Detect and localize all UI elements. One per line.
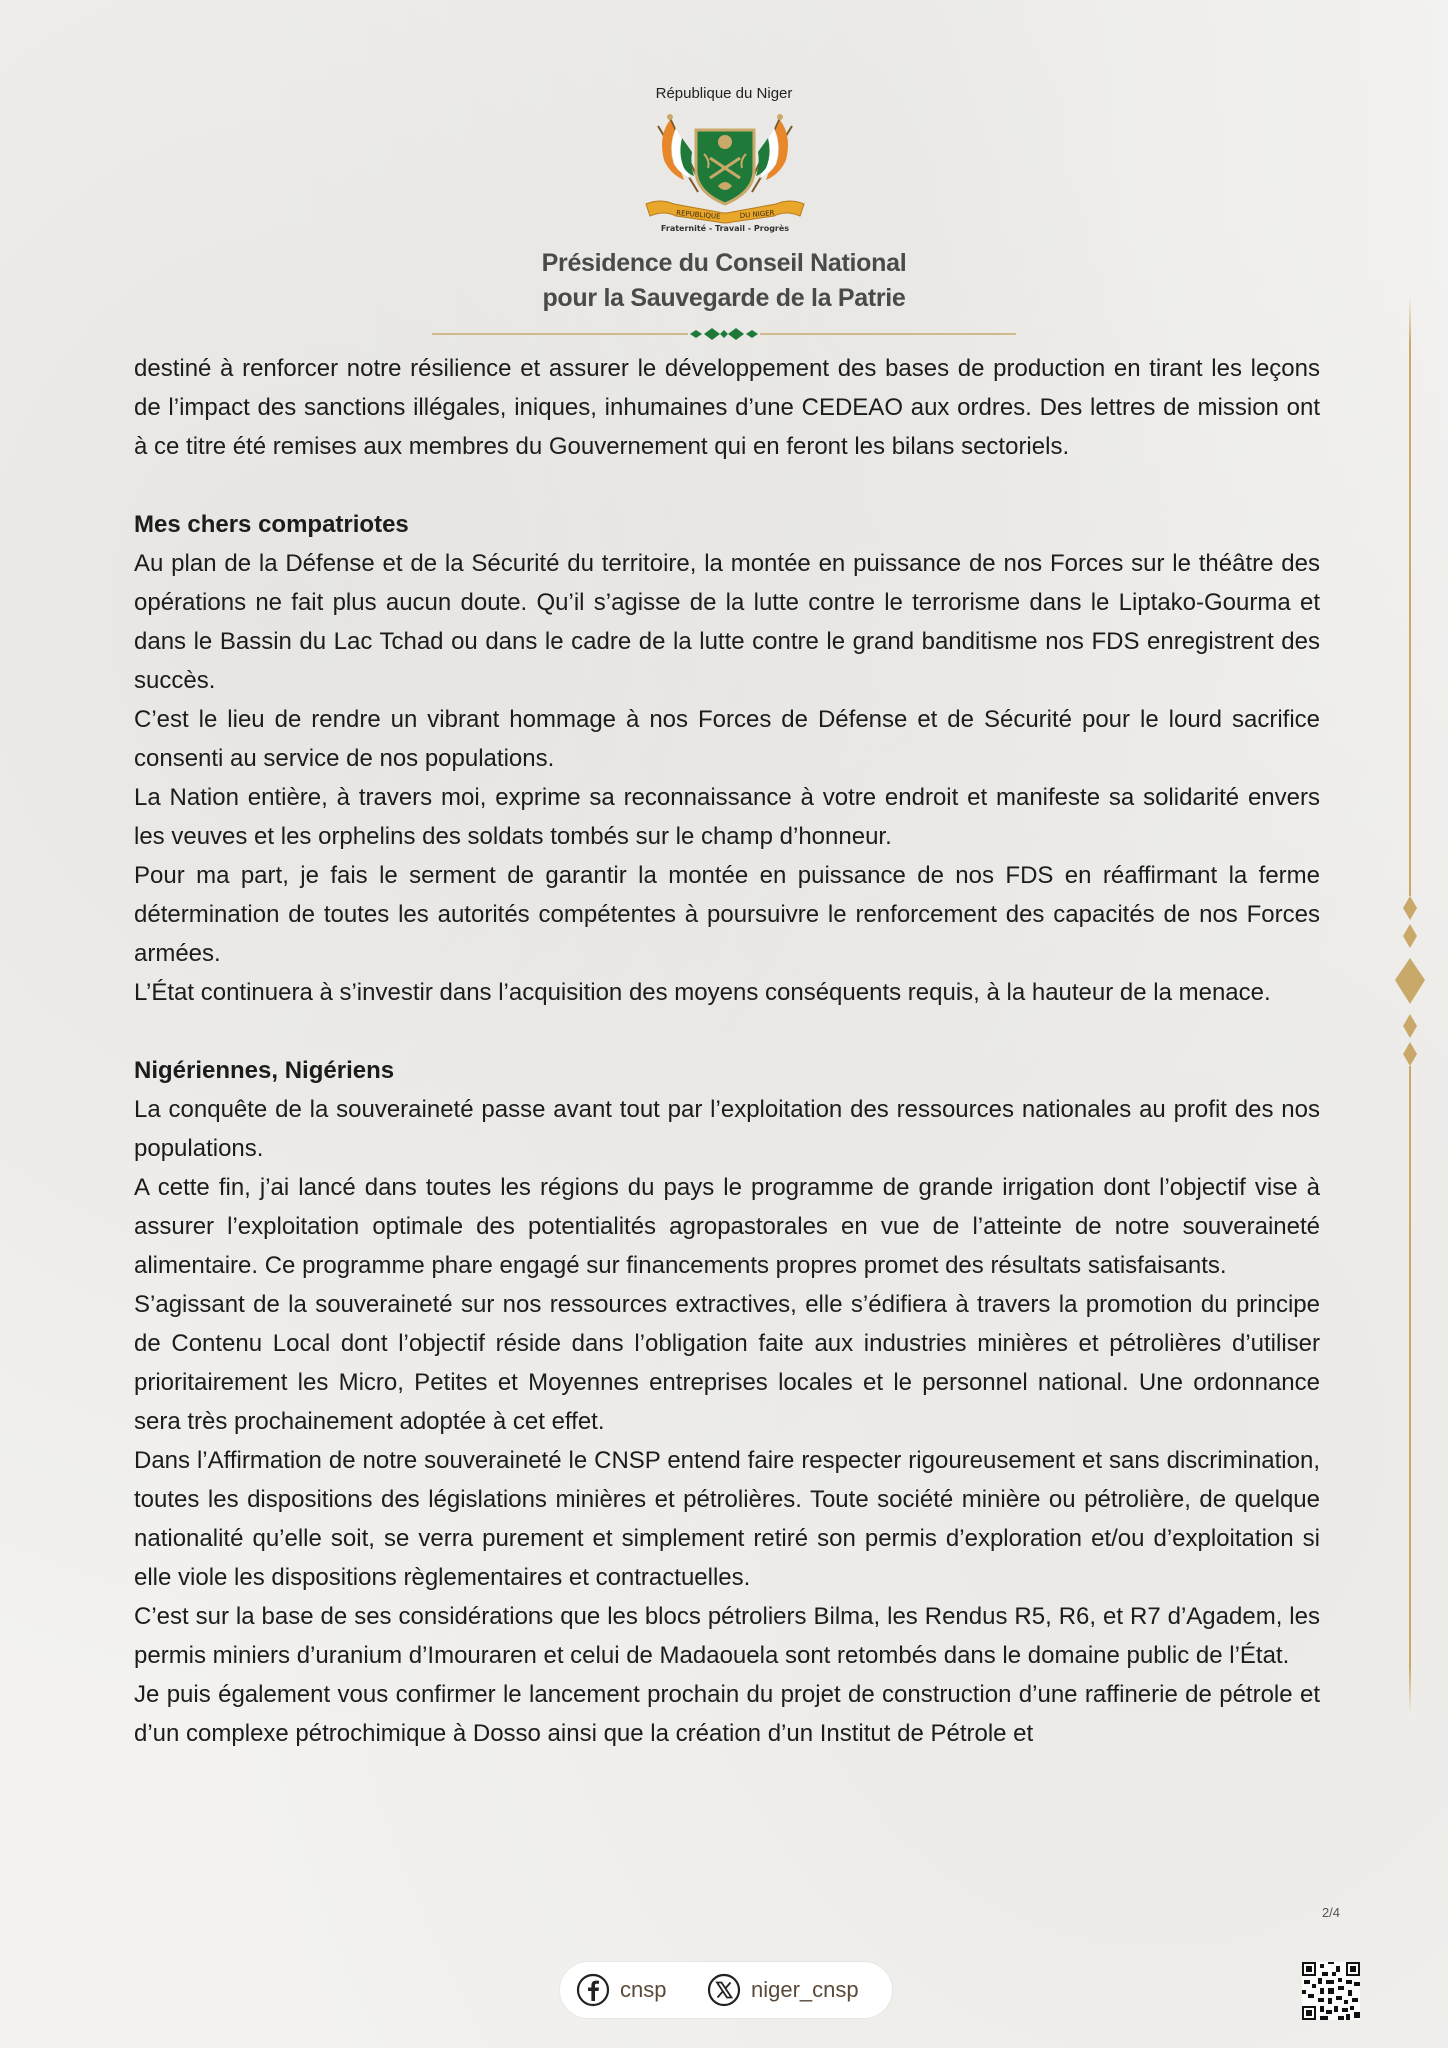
presidency-line-2: pour la Sauvegarde de la Patrie bbox=[542, 284, 906, 312]
section-heading: Nigériennes, Nigériens bbox=[134, 1057, 395, 1084]
paragraph: La conquête de la souveraineté passe avant tout par l’exploitation des ressources nationales au profit des nos populations. bbox=[134, 1096, 1320, 1162]
letterhead bbox=[0, 0, 1448, 345]
facebook-icon bbox=[576, 1973, 610, 2007]
x-handle: niger_cnsp bbox=[751, 1977, 859, 2002]
side-ornament-diamonds bbox=[1392, 896, 1428, 1106]
coat-of-arms-emblem bbox=[640, 108, 810, 233]
qr-code-icon[interactable] bbox=[1302, 1962, 1360, 2020]
presidency-title bbox=[0, 246, 1448, 316]
paragraph: A cette fin, j’ai lancé dans toutes les régions du pays le programme de grande irrigation dont l’objectif vise à assurer l’exploitation optimale des potentialités agropastorales en vue de l’atteinte de notre souveraineté alimentaire. Ce programme phare engagé sur financements propres promet des résultats satisfaisants. bbox=[134, 1174, 1320, 1279]
page-number: 2/4 bbox=[1321, 1905, 1341, 1920]
paragraph: L’État continuera à s’investir dans l’acquisition des moyens conséquents requis, à la hauteur de la menace. bbox=[134, 979, 1271, 1006]
paragraph-spacer bbox=[134, 466, 1320, 505]
side-rule-top bbox=[1409, 296, 1411, 896]
paragraph: C’est le lieu de rendre un vibrant hommage à nos Forces de Défense et de Sécurité pour le lourd sacrifice consenti au service de nos populations. bbox=[134, 706, 1320, 772]
paragraph: La Nation entière, à travers moi, exprime sa reconnaissance à votre endroit et manifeste sa solidarité envers les veuves et les orphelins des soldats tombés sur le champ d’honneur. bbox=[134, 784, 1320, 850]
social-links-bar bbox=[560, 1962, 892, 2018]
facebook-handle: cnsp bbox=[620, 1977, 667, 2002]
facebook-link[interactable] bbox=[576, 1962, 666, 2018]
x-link[interactable] bbox=[707, 1962, 859, 2018]
paragraph: Au plan de la Défense et de la Sécurité du territoire, la montée en puissance de nos Forces sur le théâtre des opérations ne fait plus aucun doute. Qu’il s’agisse de la lutte contre le terrorisme dans le Liptako-Gourma et dans le Bassin du Lac Tchad ou dans le cadre de la lutte contre le grand banditisme nos FDS enregistrent des succès. bbox=[134, 550, 1320, 694]
paragraph: S’agissant de la souveraineté sur nos ressources extractives, elle s’édifiera à travers la promotion du principe de Contenu Local dont l’objectif réside dans l’obligation faite aux industries minières et pétrolières d’utiliser prioritairement les Micro, Petites et Moyennes entreprises locales et le personnel national. Une ordonnance sera très prochainement adoptée à cet effet. bbox=[134, 1291, 1320, 1435]
section-heading: Mes chers compatriotes bbox=[134, 511, 409, 538]
republic-label: République du Niger bbox=[655, 85, 793, 102]
svg-text:DU NIGER: DU NIGER bbox=[739, 208, 775, 220]
paragraph: C’est sur la base de ses considérations que les blocs pétroliers Bilma, les Rendus R5, R6, et R7 d’Agadem, les permis miniers d’uranium d’Imouraren et celui de Madaouela sont retombés dans le domaine public de l’État. bbox=[134, 1603, 1320, 1669]
x-icon bbox=[707, 1973, 741, 2007]
ornamental-divider bbox=[432, 326, 1016, 342]
presidency-line-1: Présidence du Conseil National bbox=[541, 249, 907, 277]
document-body bbox=[134, 349, 1320, 1753]
paragraph-spacer bbox=[134, 1012, 1320, 1051]
paragraph: Dans l’Affirmation de notre souveraineté le CNSP entend faire respecter rigoureusement et sans discrimination, toutes les dispositions des législations minières et pétrolières. Toute société minière ou pétrolière, de quelque nationalité qu’elle soit, se verra purement et simplement retiré son permis d’exploration et/ou d’exploitation si elle viole les dispositions règlementaires et contractuelles. bbox=[134, 1447, 1320, 1591]
paragraph: Pour ma part, je fais le serment de garantir la montée en puissance de nos FDS en réaffirmant la ferme détermination de toutes les autorités compétentes à poursuivre le renforcement des capacités de nos Forces armées. bbox=[134, 862, 1320, 967]
side-rule-bottom bbox=[1409, 1106, 1411, 1716]
paragraph: Je puis également vous confirmer le lancement prochain du projet de construction d’une raffinerie de pétrole et d’un complexe pétrochimique à Dosso ainsi que la création d’un Institut de Pétrole et bbox=[134, 1681, 1320, 1747]
svg-text:REPUBLIQUE: REPUBLIQUE bbox=[675, 209, 721, 221]
paragraph: destiné à renforcer notre résilience et assurer le développement des bases de production en tirant les leçons de l’impact des sanctions illégales, iniques, inhumaines d’une CEDEAO aux ordres. Des lettres de mission ont à ce titre été remises aux membres du Gouvernement qui en feront les bilans sectoriels. bbox=[134, 355, 1320, 460]
svg-text:Fraternité - Travail - Progrès: Fraternité - Travail - Progrès bbox=[660, 224, 790, 233]
